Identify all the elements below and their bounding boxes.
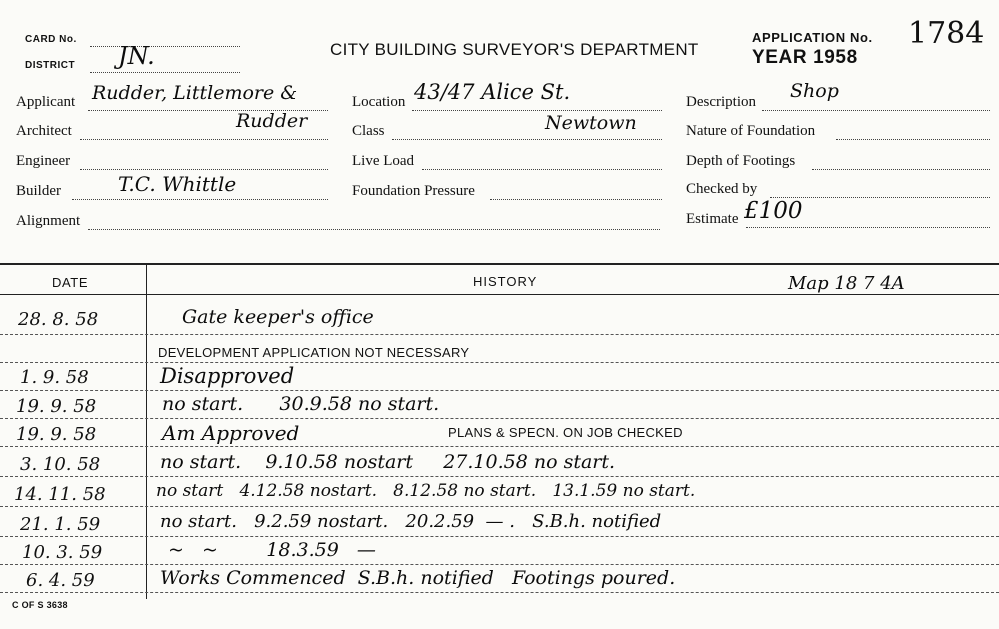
class-value: Newtown: [545, 112, 637, 134]
row-divider: [0, 418, 999, 419]
card-no-line: [90, 46, 240, 47]
table-header-rule: [0, 294, 999, 295]
description-line: [762, 110, 990, 111]
location-value: 43/47 Alice St.: [414, 80, 571, 104]
builder-value: T.C. Whittle: [118, 172, 237, 196]
estimate-label: Estimate: [686, 211, 739, 227]
builder-line: [72, 199, 328, 200]
engineer-line: [80, 169, 328, 170]
history-row-date: 14. 11. 58: [14, 484, 106, 505]
row-divider: [0, 506, 999, 507]
history-row-text: Disapproved: [160, 364, 295, 388]
row-divider: [0, 476, 999, 477]
history-row-text: no start. 9.10.58 nostart 27.10.58 no start.: [160, 451, 616, 473]
form-code: C OF S 3638: [12, 600, 68, 610]
history-row-text: Gate keeper's office: [182, 306, 374, 328]
live-load-line: [422, 169, 662, 170]
architect-line: [80, 139, 328, 140]
alignment-label: Alignment: [16, 213, 81, 229]
foundation-pressure-line: [490, 199, 662, 200]
district-label: DISTRICT: [25, 60, 76, 71]
history-row-text: no start. 30.9.58 no start.: [162, 393, 440, 415]
architect-label: Architect: [16, 123, 72, 139]
row-divider: [0, 536, 999, 537]
architect-value: Rudder: [236, 110, 308, 132]
row-divider: [0, 334, 999, 335]
date-column-header: DATE: [52, 275, 89, 290]
nature-of-foundation-line: [836, 139, 990, 140]
checked-by-label: Checked by: [686, 181, 758, 197]
history-row-text: no start 4.12.58 nostart. 8.12.58 no start. 13.1.59 no start.: [156, 481, 696, 501]
history-column-header: HISTORY: [473, 274, 538, 289]
application-no-label: APPLICATION No.: [752, 30, 873, 45]
history-row-date: 1. 9. 58: [20, 367, 89, 388]
description-label: Description: [686, 94, 756, 110]
engineer-label: Engineer: [16, 153, 71, 169]
estimate-value: £100: [744, 198, 803, 224]
history-row-date: 6. 4. 59: [26, 570, 95, 591]
depth-of-footings-label: Depth of Footings: [686, 153, 796, 169]
date-column-divider: [146, 264, 147, 599]
card-no-label: CARD No.: [25, 34, 77, 45]
live-load-label: Live Load: [352, 153, 415, 169]
district-line: [90, 72, 240, 73]
class-label: Class: [352, 123, 385, 139]
history-row-text: Works Commenced S.B.h. notified Footings poured.: [160, 567, 676, 589]
class-line: [392, 139, 662, 140]
district-value: JN.: [118, 42, 155, 70]
row-divider: [0, 592, 999, 593]
alignment-line: [88, 229, 660, 230]
foundation-pressure-label: Foundation Pressure: [352, 183, 475, 199]
checked-by-line: [770, 197, 990, 198]
history-row-stamp: DEVELOPMENT APPLICATION NOT NECESSARY: [158, 345, 470, 360]
description-value: Shop: [790, 80, 839, 102]
history-row-date: 28. 8. 58: [18, 309, 99, 330]
row-divider: [0, 390, 999, 391]
location-line: [412, 110, 662, 111]
map-note: Map 18 7 4A: [788, 273, 905, 294]
depth-of-footings-line: [812, 169, 990, 170]
application-no-value: 1784: [908, 16, 985, 51]
department-title: CITY BUILDING SURVEYOR'S DEPARTMENT: [330, 40, 699, 59]
history-row-text: Am Approved: [162, 421, 300, 445]
history-row-stamp: PLANS & SPECN. ON JOB CHECKED: [448, 425, 683, 440]
history-row-date: 21. 1. 59: [20, 514, 101, 535]
history-row-text: ~ ~ 18.3.59 —: [168, 539, 376, 561]
history-row-text: no start. 9.2.59 nostart. 20.2.59 — . S.B.h. notified: [160, 511, 662, 532]
location-label: Location: [352, 94, 406, 110]
history-row-date: 19. 9. 58: [16, 424, 97, 445]
table-top-rule: [0, 263, 999, 265]
applicant-label: Applicant: [16, 94, 76, 110]
history-row-date: 3. 10. 58: [20, 454, 101, 475]
row-divider: [0, 446, 999, 447]
row-divider: [0, 362, 999, 363]
estimate-line: [746, 227, 990, 228]
history-row-date: 10. 3. 59: [22, 542, 103, 563]
applicant-value: Rudder, Littlemore &: [92, 82, 298, 104]
year-label: YEAR 1958: [752, 47, 858, 68]
nature-of-foundation-label: Nature of Foundation: [686, 123, 816, 139]
history-row-date: 19. 9. 58: [16, 396, 97, 417]
row-divider: [0, 564, 999, 565]
builder-label: Builder: [16, 183, 61, 199]
